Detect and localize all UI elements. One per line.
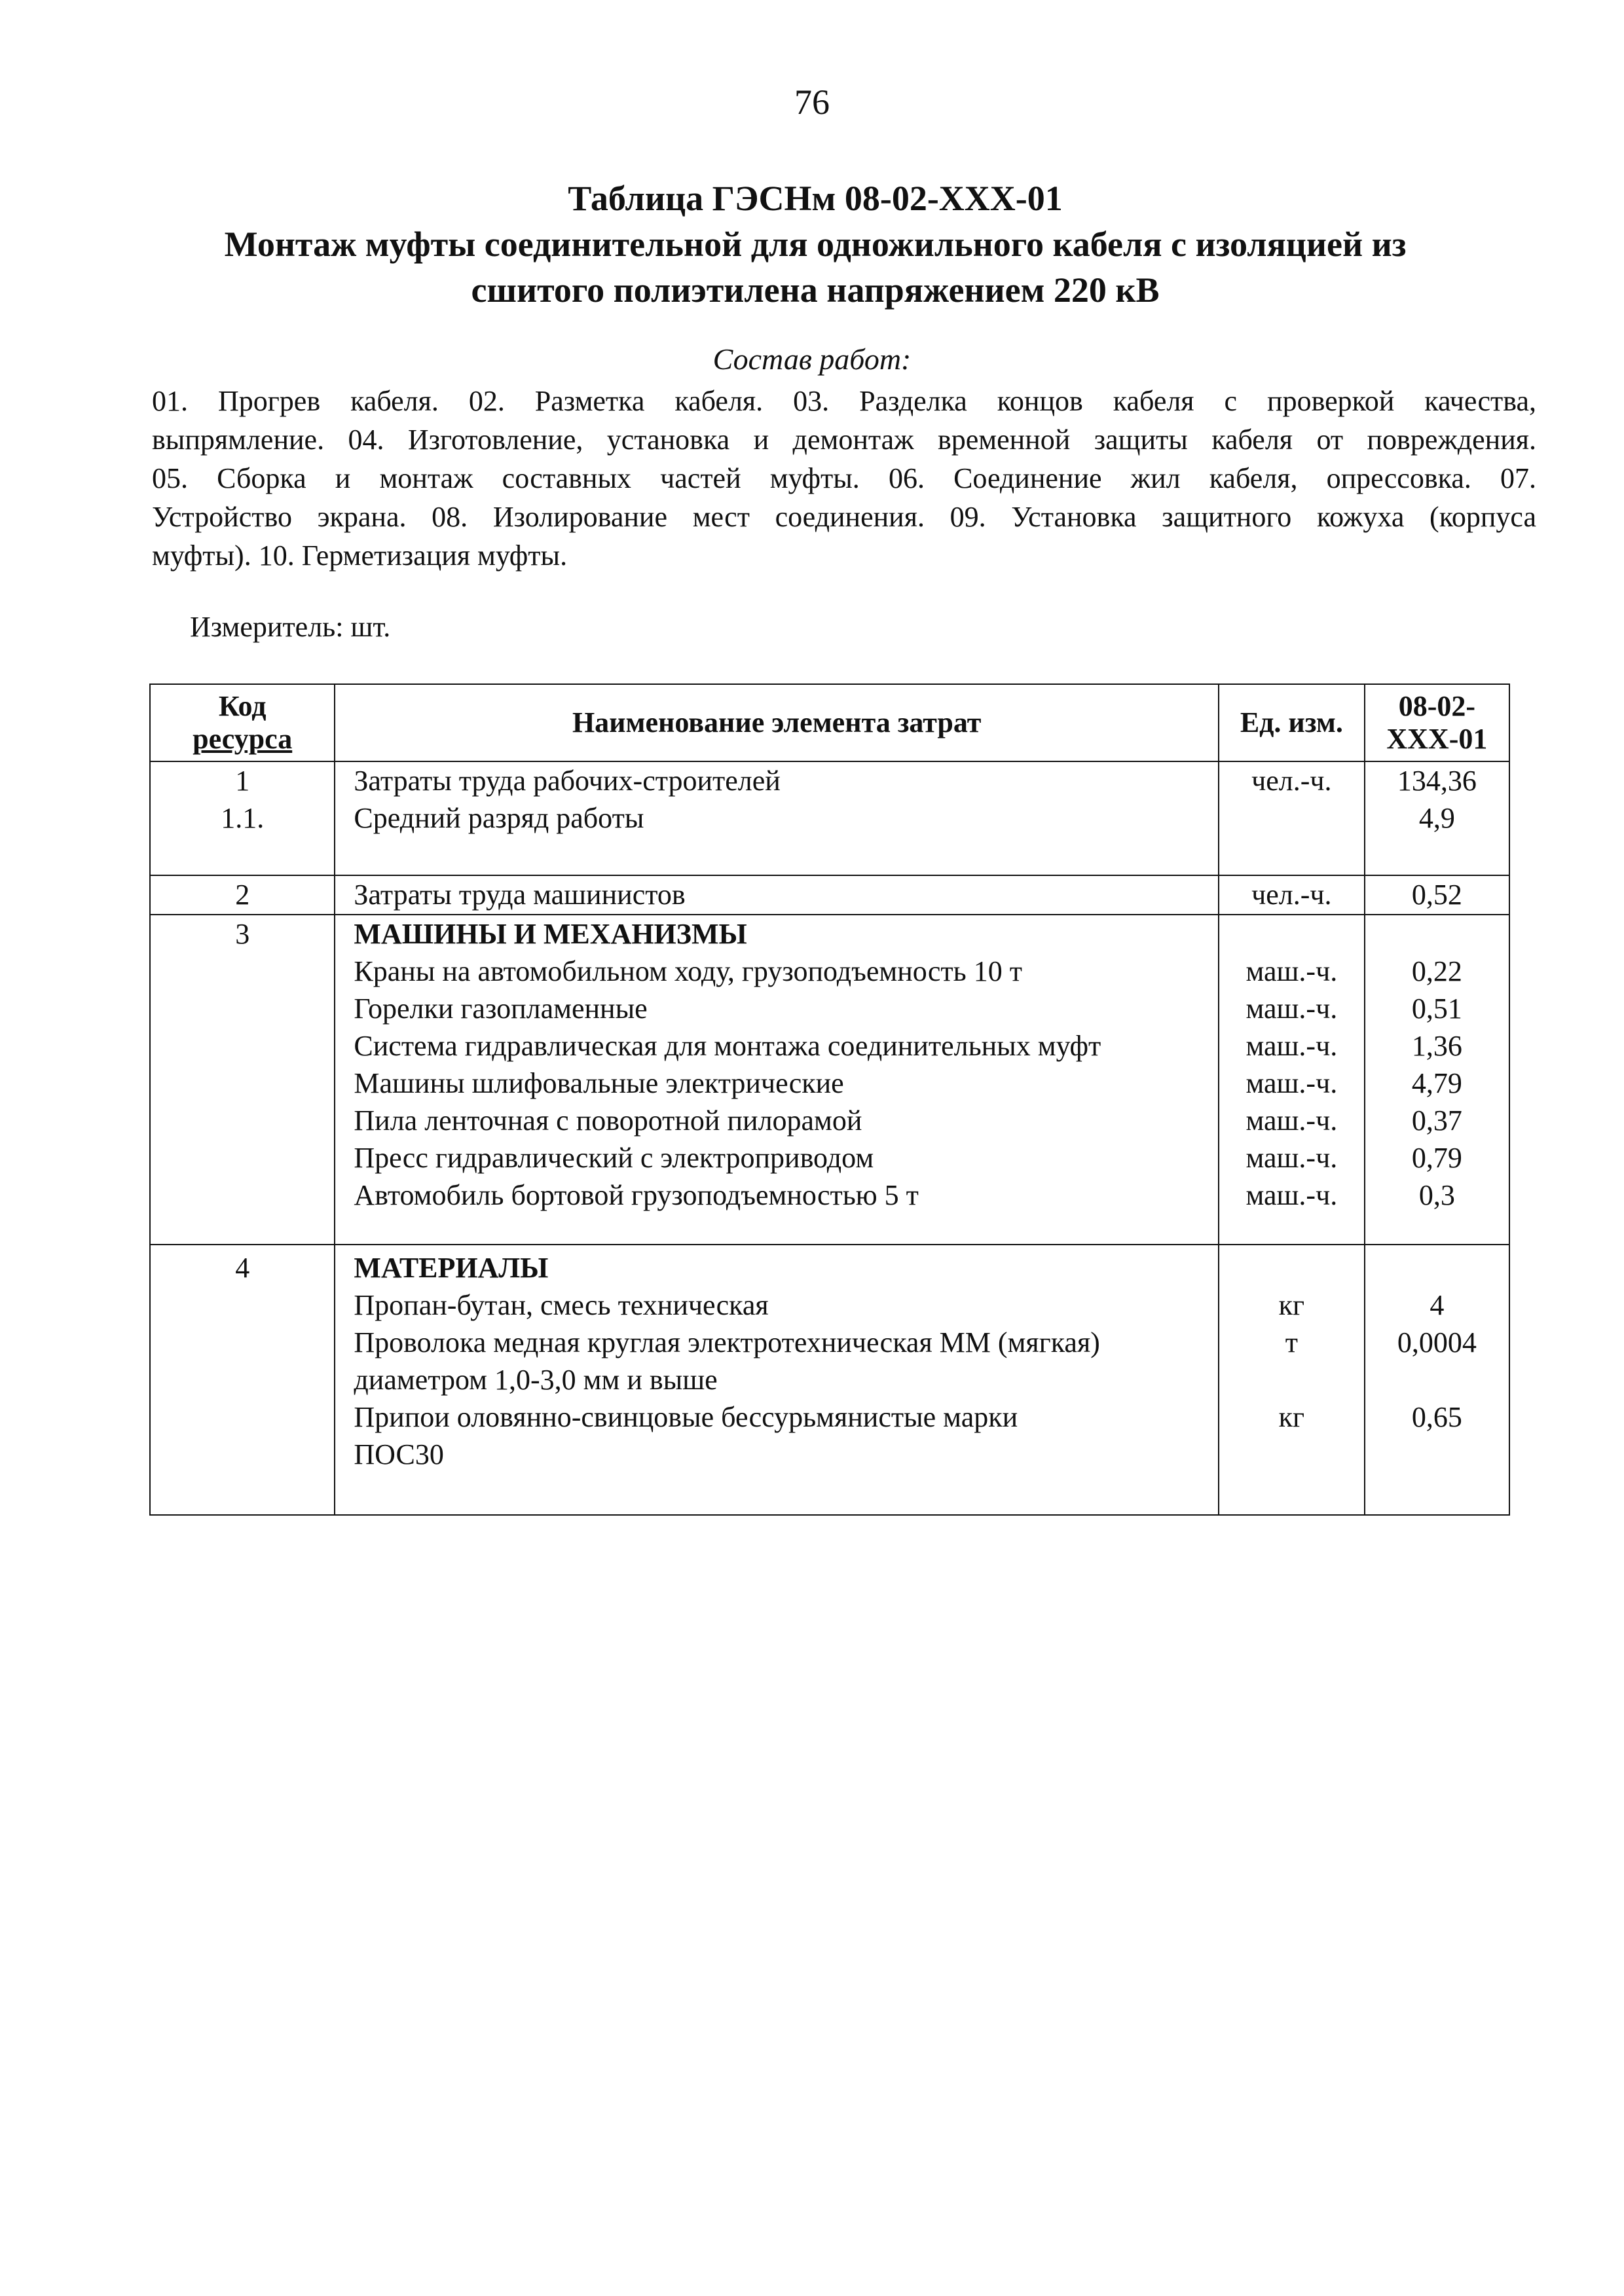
item-unit: маш.-ч.: [1246, 1179, 1338, 1211]
table-row: [150, 875, 1509, 915]
value-cell: [1365, 1245, 1509, 1515]
item-name: Машины шлифовальные электрические: [354, 1067, 844, 1099]
item-value: 0,3: [1418, 1179, 1455, 1211]
work-line: муфты). 10. Герметизация муфты.: [152, 539, 568, 572]
item-name: Пресс гидравлический с электроприводом: [354, 1142, 874, 1174]
unit-cell: [1219, 761, 1365, 875]
header-code-line2: ресурса: [193, 723, 293, 755]
code-cell: 2: [150, 875, 335, 915]
title-line-2: Монтаж муфты соединительной для одножильного кабеля с изоляцией из: [224, 225, 1407, 264]
item-name-continued: диаметром 1,0-3,0 мм и выше: [354, 1364, 718, 1396]
item-name: Система гидравлическая для монтажа соединительных муфт: [354, 1030, 1101, 1062]
header-code-line1: Код: [218, 690, 267, 722]
item-name: Припои оловянно-свинцовые бессурьмянистые марки: [354, 1401, 1018, 1433]
work-line: 05. Сборка и монтаж составных частей муфты. 06. Соединение жил кабеля, опрессовка. 07.: [152, 462, 1536, 494]
work-composition-text: [152, 382, 1536, 575]
table-row: [150, 915, 1509, 1245]
unit-cell: [1219, 915, 1365, 1245]
item-value: 4: [1430, 1289, 1445, 1321]
item-unit: кг: [1278, 1401, 1305, 1433]
code-cell: 4: [150, 1245, 335, 1515]
item-name: Проволока медная круглая электротехническая ММ (мягкая): [354, 1326, 1100, 1358]
item-name: Пропан-бутан, смесь техническая: [354, 1289, 769, 1321]
item-unit: чел.-ч.: [1251, 765, 1332, 797]
item-value: 4,79: [1411, 1067, 1462, 1099]
title-line-3: сшитого полиэтилена напряжением 220 кВ: [471, 270, 1160, 310]
item-unit: т: [1285, 1326, 1298, 1358]
page-number: 76: [794, 82, 830, 122]
item-unit: маш.-ч.: [1246, 1030, 1338, 1062]
unit-cell: чел.-ч.: [1219, 875, 1365, 915]
header-name: Наименование элемента затрат: [335, 684, 1219, 761]
item-name-continued: ПОС30: [354, 1438, 444, 1470]
item-value: 1,36: [1411, 1030, 1462, 1062]
item-unit: маш.-ч.: [1246, 1067, 1338, 1099]
item-unit: маш.-ч.: [1246, 1104, 1338, 1137]
item-name: Краны на автомобильном ходу, грузоподъемность 10 т: [354, 955, 1022, 987]
item-value: 134,36: [1397, 765, 1477, 797]
header-value-line2: XXX-01: [1386, 723, 1488, 755]
item-value: 4,9: [1418, 802, 1455, 834]
item-value: 0,0004: [1397, 1326, 1477, 1358]
item-name: Автомобиль бортовой грузоподъемностью 5 т: [354, 1179, 919, 1211]
code-cell: [150, 761, 335, 875]
cost-table: [149, 683, 1510, 1516]
table-row: [150, 1245, 1509, 1515]
item-name: Пила ленточная с поворотной пилорамой: [354, 1104, 862, 1137]
name-cell: [335, 915, 1219, 1245]
section-heading: МАШИНЫ И МЕХАНИЗМЫ: [354, 918, 747, 950]
item-name: Горелки газопламенные: [354, 993, 648, 1025]
header-value: [1365, 684, 1509, 761]
code-1: 1: [235, 765, 250, 797]
name-cell: Затраты труда машинистов: [335, 875, 1219, 915]
value-cell: [1365, 761, 1509, 875]
work-line: выпрямление. 04. Изготовление, установка и демонтаж временной защиты кабеля от повреждения.: [152, 424, 1536, 456]
item-value: 0,37: [1411, 1104, 1462, 1137]
item-unit: маш.-ч.: [1246, 1142, 1338, 1174]
code-1-1: 1.1.: [221, 802, 265, 834]
code-cell: 3: [150, 915, 335, 1245]
table-title: [144, 175, 1486, 313]
header-value-line1: 08-02-: [1398, 690, 1476, 722]
item-unit: кг: [1278, 1289, 1305, 1321]
value-cell: 0,52: [1365, 875, 1509, 915]
measure-unit: Измеритель: шт.: [190, 611, 391, 643]
header-unit: Ед. изм.: [1219, 684, 1365, 761]
item-unit: маш.-ч.: [1246, 993, 1338, 1025]
item-value: 0,51: [1411, 993, 1462, 1025]
section-heading: МАТЕРИАЛЫ: [354, 1252, 549, 1284]
item-value: 0,22: [1411, 955, 1462, 987]
work-line: 01. Прогрев кабеля. 02. Разметка кабеля. 03. Разделка концов кабеля с проверкой качества,: [152, 385, 1536, 417]
item-unit: маш.-ч.: [1246, 955, 1338, 987]
name-cell: [335, 1245, 1219, 1515]
table-header-row: [150, 684, 1509, 761]
table-row: [150, 761, 1509, 875]
name-cell: [335, 761, 1219, 875]
item-name: Средний разряд работы: [354, 802, 644, 834]
header-code: [150, 684, 335, 761]
item-value: 0,79: [1411, 1142, 1462, 1174]
work-line: Устройство экрана. 08. Изолирование мест соединения. 09. Установка защитного кожуха (корпуса: [152, 501, 1536, 533]
work-composition-heading: Состав работ:: [712, 342, 912, 376]
item-name: Затраты труда рабочих-строителей: [354, 765, 781, 797]
title-line-1: Таблица ГЭСНм 08-02-XXX-01: [568, 179, 1063, 218]
value-cell: [1365, 915, 1509, 1245]
item-value: 0,65: [1411, 1401, 1462, 1433]
unit-cell: [1219, 1245, 1365, 1515]
